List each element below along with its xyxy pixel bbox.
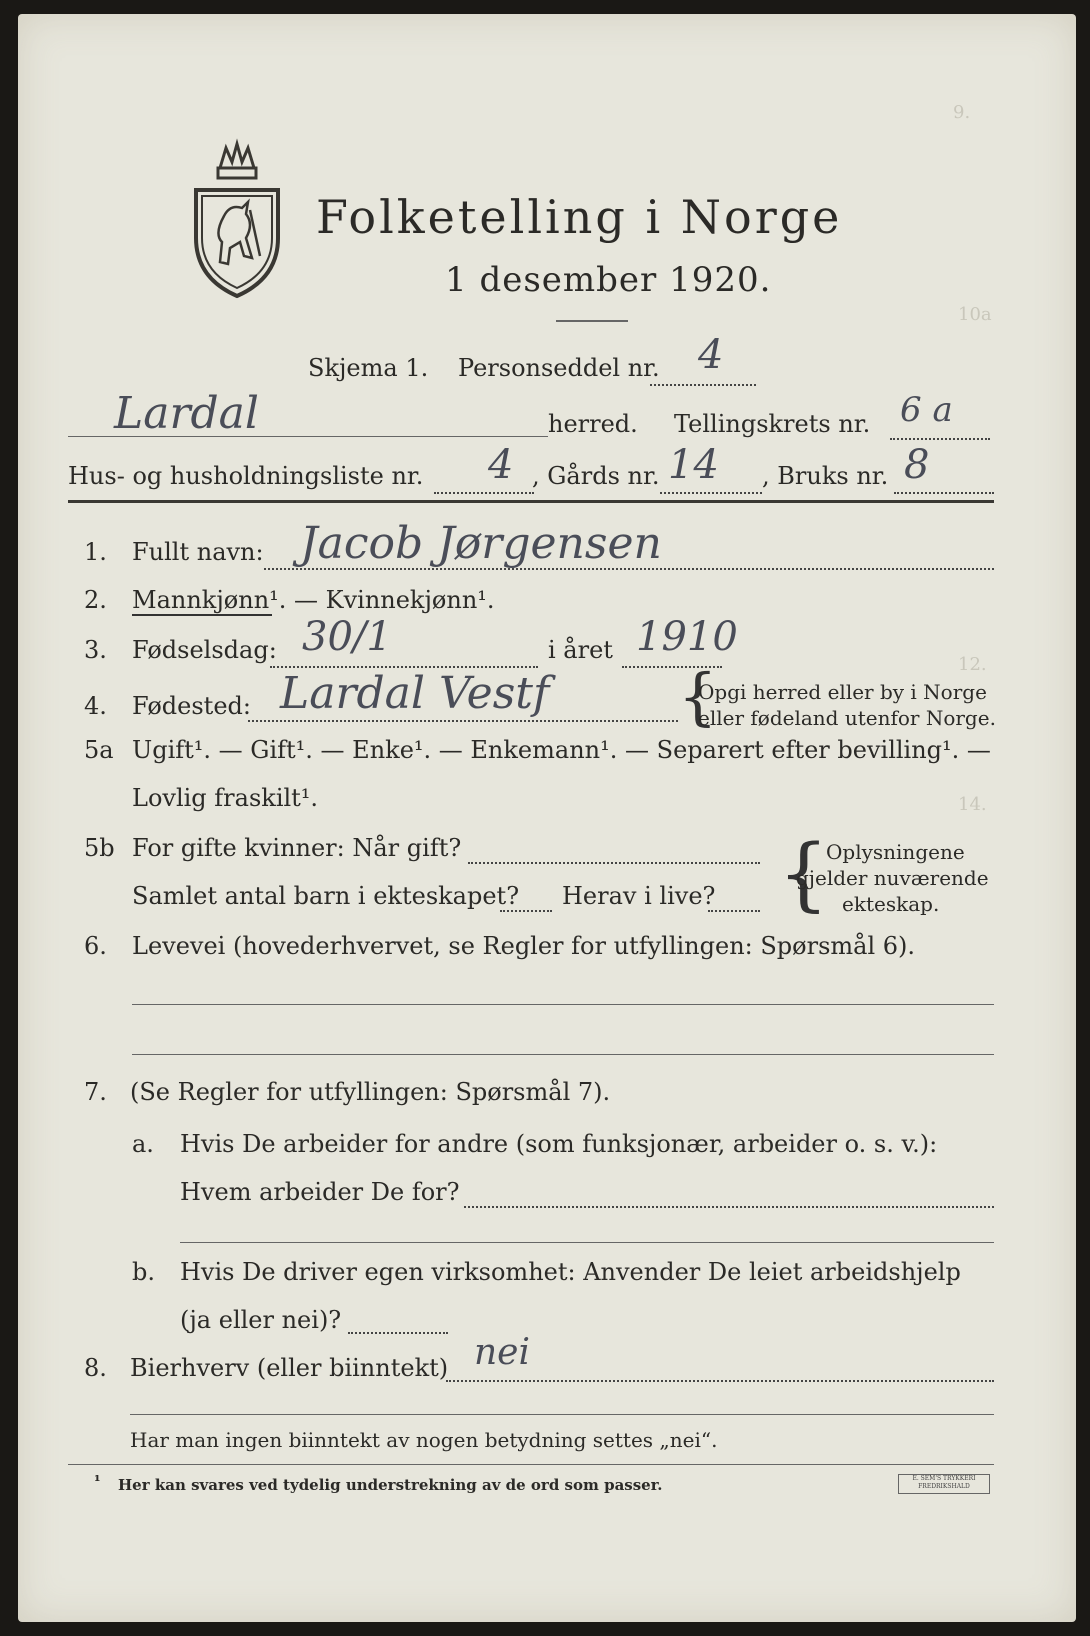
personseddel-label: Personseddel nr. bbox=[458, 354, 660, 382]
bruks-label: , Bruks nr. bbox=[762, 462, 889, 490]
q3-birthday-value: 30/1 bbox=[302, 614, 392, 660]
q2-sex-options: Mannkjønn¹. — Kvinnekjønn¹. bbox=[132, 586, 495, 614]
printer-stamp: E. SEM'S TRYKKERI FREDRIKSHALD bbox=[898, 1474, 990, 1494]
q6-label: Levevei (hovederhvervet, se Regler for utfyllingen: Spørsmål 6). bbox=[132, 932, 916, 960]
q6-number: 6. bbox=[84, 932, 107, 960]
form-title: Folketelling i Norge bbox=[316, 190, 843, 244]
q7b-number: b. bbox=[132, 1258, 155, 1286]
q5b-note-line2: gjelder nuværende bbox=[796, 866, 989, 890]
q7a-employer-dotted-line bbox=[464, 1206, 994, 1208]
q6-answer-line1 bbox=[132, 1004, 994, 1005]
q7a-employer-label: Hvem arbeider De for? bbox=[180, 1178, 460, 1206]
q7-label: (Se Regler for utfyllingen: Spørsmål 7). bbox=[130, 1078, 611, 1106]
q7a-number: a. bbox=[132, 1130, 154, 1158]
footnote-text: Her kan svares ved tydelig understrekning av de ord som passer. bbox=[118, 1476, 663, 1494]
q4-note-line1: Opgi herred eller by i Norge bbox=[698, 680, 987, 704]
q5b-children-label: Samlet antal barn i ekteskapet? bbox=[132, 882, 520, 910]
herred-value: Lardal bbox=[114, 388, 259, 439]
bleed-through-text: 14. bbox=[958, 794, 987, 815]
q5a-marital-options: Ugift¹. — Gift¹. — Enke¹. — Enkemann¹. — Separert efter bevilling¹. — bbox=[132, 736, 991, 764]
q7b-dotted-line bbox=[348, 1332, 448, 1334]
bleed-through-text: 9. bbox=[953, 102, 971, 123]
q4-note-line2: eller fødeland utenfor Norge. bbox=[698, 706, 996, 730]
q8-side-income-value: nei bbox=[474, 1332, 531, 1373]
herred-label: herred. bbox=[548, 410, 638, 438]
q8-label: Bierhverv (eller biinntekt) bbox=[130, 1354, 449, 1382]
q3-year-label: i året bbox=[548, 636, 613, 664]
q4-dotted-line bbox=[248, 720, 678, 722]
q7a-answer-line bbox=[180, 1242, 994, 1243]
q6-answer-line2 bbox=[132, 1054, 994, 1055]
personseddel-dotted-line bbox=[650, 384, 756, 386]
tellingskrets-dotted-line bbox=[890, 438, 990, 440]
q5b-note-line1: Oplysningene bbox=[826, 840, 965, 864]
title-divider bbox=[556, 320, 628, 322]
q5b-when-married-dotted-line bbox=[468, 862, 760, 864]
header-rule bbox=[68, 500, 994, 503]
footnote-mark: ¹ bbox=[94, 1472, 101, 1490]
no-income-note: Har man ingen biinntekt av nogen betydning settes „nei“. bbox=[130, 1428, 718, 1452]
tellingskrets-label: Tellingskrets nr. bbox=[674, 410, 871, 438]
hus-label: Hus- og husholdningsliste nr. bbox=[68, 462, 424, 490]
census-form-page bbox=[18, 14, 1076, 1622]
bleed-through-text: 10a bbox=[958, 304, 992, 325]
q5a-number: 5a bbox=[84, 736, 114, 764]
gards-dotted-line bbox=[660, 492, 762, 494]
q7b-line1: Hvis De driver egen virksomhet: Anvender De leiet arbeidshjelp bbox=[180, 1258, 961, 1286]
tellingskrets-value: 6 a bbox=[900, 390, 953, 430]
q1-number: 1. bbox=[84, 538, 107, 566]
q4-number: 4. bbox=[84, 692, 107, 720]
q2-number: 2. bbox=[84, 586, 107, 614]
q5b-alive-dotted-line bbox=[708, 910, 760, 912]
q7b-hired-help-label: (ja eller nei)? bbox=[180, 1306, 342, 1334]
norwegian-coat-of-arms-icon bbox=[190, 138, 284, 300]
q5b-brace: { bbox=[778, 827, 829, 920]
q2-male-underline bbox=[132, 614, 272, 616]
q3-year-value: 1910 bbox=[636, 614, 738, 660]
bleed-through-text: 12. bbox=[958, 654, 987, 675]
footer-rule bbox=[68, 1464, 994, 1465]
q3-label: Fødselsdag: bbox=[132, 636, 277, 664]
q5b-when-married-label: For gifte kvinner: Når gift? bbox=[132, 834, 462, 862]
q5b-alive-label: Herav i live? bbox=[562, 882, 716, 910]
q4-label: Fødested: bbox=[132, 692, 251, 720]
gards-value: 14 bbox=[668, 442, 719, 488]
hus-dotted-line bbox=[434, 492, 534, 494]
bruks-value: 8 bbox=[904, 442, 930, 488]
hus-value: 4 bbox=[488, 442, 514, 488]
personseddel-value: 4 bbox=[698, 332, 724, 378]
q3-number: 3. bbox=[84, 636, 107, 664]
q1-label: Fullt navn: bbox=[132, 538, 264, 566]
q4-brace: { bbox=[678, 660, 718, 733]
q5b-number: 5b bbox=[84, 834, 115, 862]
schema-label: Skjema 1. bbox=[308, 354, 429, 382]
q7-number: 7. bbox=[84, 1078, 107, 1106]
bruks-dotted-line bbox=[894, 492, 994, 494]
q8-dotted-line bbox=[446, 1380, 994, 1382]
q1-full-name-value: Jacob Jørgensen bbox=[300, 518, 662, 569]
q5b-note-line3: ekteskap. bbox=[842, 892, 940, 916]
q4-birthplace-value: Lardal Vestf bbox=[280, 668, 550, 719]
q5a-marital-options-cont: Lovlig fraskilt¹. bbox=[132, 784, 319, 812]
q8-answer-line bbox=[130, 1414, 994, 1415]
census-date: 1 desember 1920. bbox=[445, 260, 772, 300]
q5b-children-dotted-line bbox=[500, 910, 552, 912]
q8-number: 8. bbox=[84, 1354, 107, 1382]
gards-label: , Gårds nr. bbox=[532, 462, 660, 490]
q7a-line1: Hvis De arbeider for andre (som funksjonær, arbeider o. s. v.): bbox=[180, 1130, 938, 1158]
